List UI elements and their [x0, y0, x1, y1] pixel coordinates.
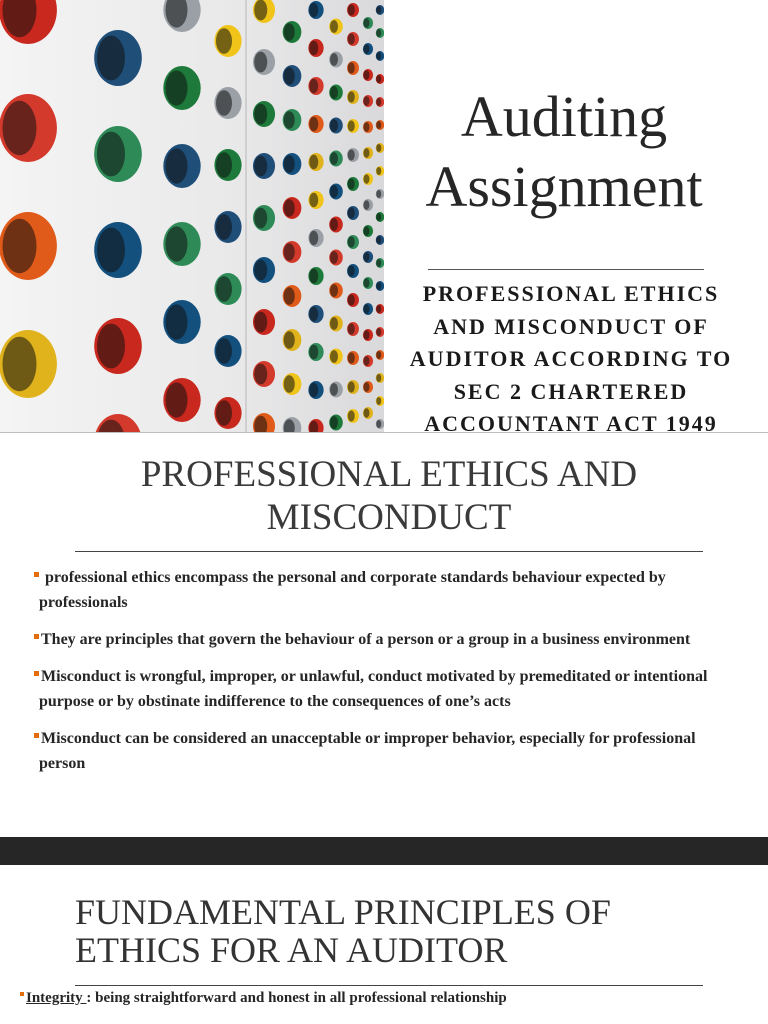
- wall-hole-shadow: [364, 278, 370, 288]
- bullet-text: They are principles that govern the behaviour of a person or a group in a business environment: [41, 631, 691, 648]
- wall-hole-shadow: [376, 121, 381, 129]
- bullet-item: [34, 726, 734, 776]
- wall-hole-shadow: [364, 44, 370, 54]
- subtitle-line: SEC 2 CHARTERED: [453, 378, 689, 404]
- wall-hole-shadow: [330, 185, 338, 198]
- wall-hole-shadow: [364, 382, 370, 392]
- wall-hole-shadow: [309, 193, 318, 207]
- wall-hole-shadow: [284, 23, 295, 41]
- wall-hole-shadow: [166, 148, 188, 183]
- principle-description: : being straightforward and honest in all professional relationship: [86, 990, 507, 1006]
- wall-hole-shadow: [97, 132, 125, 177]
- wall-hole-shadow: [348, 410, 355, 421]
- wall-hole-shadow: [216, 400, 232, 426]
- wall-hole-shadow: [254, 364, 267, 385]
- wall-hole-shadow: [376, 6, 381, 14]
- wall-hole-shadow: [309, 79, 318, 93]
- wall-hole-shadow: [166, 382, 188, 417]
- wall-hole-shadow: [309, 41, 318, 55]
- wall-hole-shadow: [284, 199, 295, 217]
- wall-hole-shadow: [376, 420, 381, 428]
- subtitle-line: AND MISCONDUCT OF: [433, 313, 709, 339]
- wall-hole-shadow: [254, 208, 267, 229]
- wall-hole-shadow: [364, 96, 370, 106]
- wall-hole-shadow: [330, 218, 338, 231]
- wall-hole-shadow: [216, 90, 232, 116]
- slide-title: [40, 453, 738, 539]
- wall-hole-shadow: [330, 20, 338, 33]
- wall-hole-shadow: [166, 70, 188, 105]
- wall-hole-shadow: [364, 304, 370, 314]
- presentation-subtitle: [388, 278, 754, 432]
- wall-hole-shadow: [330, 284, 338, 297]
- wall-hole-shadow: [284, 243, 295, 261]
- wall-hole-shadow: [330, 251, 338, 264]
- subtitle-line: AUDITOR ACCORDING TO: [409, 346, 733, 371]
- wall-hole-shadow: [364, 356, 370, 366]
- title-divider: [75, 985, 703, 986]
- wall-hole-shadow: [309, 345, 318, 359]
- wall-hole-shadow: [376, 29, 381, 37]
- title-divider: [428, 269, 704, 270]
- wall-hole-shadow: [284, 287, 295, 305]
- wall-hole-shadow: [216, 214, 232, 240]
- slide-title-line-2: ETHICS FOR AN AUDITOR: [75, 930, 508, 970]
- wall-hole-shadow: [376, 52, 381, 60]
- wall-hole-shadow: [364, 174, 370, 184]
- wall-hole-shadow: [330, 350, 338, 363]
- wall-hole-shadow: [348, 265, 355, 276]
- bullet-marker-icon: [34, 733, 39, 738]
- title-divider: [75, 551, 703, 552]
- slide-title: [75, 893, 715, 969]
- bullet-text: professional ethics encompass the personal and corporate standards behaviour expected by professionals: [39, 569, 666, 611]
- wall-hole-shadow: [348, 33, 355, 44]
- wall-hole-shadow: [376, 213, 381, 221]
- wall-hole-shadow: [330, 53, 338, 66]
- wall-hole-shadow: [364, 226, 370, 236]
- wall-hole-shadow: [376, 351, 381, 359]
- wall-hole-shadow: [364, 408, 370, 418]
- slide-title-line-1: FUNDAMENTAL PRINCIPLES OF: [75, 892, 611, 932]
- title-slide: [0, 0, 768, 432]
- wall-hole-shadow: [284, 111, 295, 129]
- wall-hole-shadow: [348, 178, 355, 189]
- wall-hole-shadow: [216, 276, 232, 302]
- wall-hole-shadow: [330, 119, 338, 132]
- wall-hole-shadow: [348, 120, 355, 131]
- wall-hole-shadow: [97, 36, 125, 81]
- wall-hole-shadow: [376, 397, 381, 405]
- bullet-marker-icon: [34, 671, 39, 676]
- bullet-text: Misconduct can be considered an unacceptable or improper behavior, especially for professional person: [39, 730, 696, 772]
- wall-hole-shadow: [284, 375, 295, 393]
- wall-hole-shadow: [348, 91, 355, 102]
- wall-hole-shadow: [348, 149, 355, 160]
- wall-hole-shadow: [3, 101, 37, 155]
- wall-hole-shadow: [284, 67, 295, 85]
- wall-hole-shadow: [254, 104, 267, 125]
- presentation-title: [384, 82, 744, 222]
- bullet-item: [34, 664, 734, 714]
- wall-hole-shadow: [254, 0, 267, 20]
- wall-hole-shadow: [376, 282, 381, 290]
- wall-hole-shadow: [376, 259, 381, 267]
- wall-hole-shadow: [330, 152, 338, 165]
- bullet-item: [34, 627, 734, 652]
- wall-hole-shadow: [364, 70, 370, 80]
- wall-hole-shadow: [330, 317, 338, 330]
- slide-title-line-2: MISCONDUCT: [266, 497, 512, 538]
- wall-hole-shadow: [364, 330, 370, 340]
- wall-hole-shadow: [348, 381, 355, 392]
- wall-hole-shadow: [348, 352, 355, 363]
- wall-hole-shadow: [254, 312, 267, 333]
- bullet-marker-icon: [34, 634, 39, 639]
- wall-hole-shadow: [364, 18, 370, 28]
- wall-hole-shadow: [3, 337, 37, 391]
- wall-hole-shadow: [348, 236, 355, 247]
- slide-title-line-1: PROFESSIONAL ETHICS AND: [140, 454, 638, 495]
- wall-hole-shadow: [216, 28, 232, 54]
- wall-hole-shadow: [376, 328, 381, 336]
- wall-hole-shadow: [254, 260, 267, 281]
- bullet-marker-icon: [34, 572, 39, 577]
- title-line-2: Assignment: [425, 154, 703, 219]
- wall-hole-shadow: [376, 305, 381, 313]
- wall-hole-shadow: [364, 252, 370, 262]
- bullet-list: [34, 565, 734, 788]
- wall-hole-shadow: [216, 338, 232, 364]
- wall-hole-shadow: [284, 155, 295, 173]
- subtitle-line: ACCOUNTANT ACT 1949: [424, 411, 718, 432]
- bullet-text: Misconduct is wrongful, improper, or unlawful, conduct motivated by premeditated or intentional purpose or by obstinate indifference to the consequences of one’s acts: [39, 668, 708, 710]
- wall-hole-shadow: [216, 152, 232, 178]
- wall-hole-shadow: [376, 236, 381, 244]
- title-line-1: Auditing: [460, 84, 668, 149]
- wall-hole-shadow: [348, 207, 355, 218]
- bullet-marker-icon: [20, 992, 24, 996]
- wall-hole-shadow: [166, 304, 188, 339]
- wall-hole-shadow: [166, 226, 188, 261]
- wall-hole-shadow: [97, 228, 125, 273]
- subtitle-line: PROFESSIONAL ETHICS: [422, 281, 720, 306]
- wall-hole-shadow: [364, 122, 370, 132]
- wall-hole-shadow: [309, 3, 318, 17]
- wall-hole-shadow: [376, 374, 381, 382]
- wall-hole-shadow: [364, 200, 370, 210]
- wall-hole-shadow: [309, 155, 318, 169]
- wall-hole-shadow: [309, 269, 318, 283]
- wall-hole-shadow: [348, 323, 355, 334]
- wall-hole-shadow: [97, 324, 125, 369]
- wall-hole-shadow: [348, 294, 355, 305]
- wall-hole-shadow: [330, 383, 338, 396]
- wall-hole-shadow: [376, 144, 381, 152]
- wall-hole-shadow: [376, 190, 381, 198]
- wall-hole-shadow: [376, 98, 381, 106]
- ethics-slide: [0, 433, 768, 837]
- wall-hole-shadow: [309, 117, 318, 131]
- bullet-item: [20, 987, 760, 1009]
- wall-hole-shadow: [330, 416, 338, 429]
- perforated-wall-image: [0, 0, 384, 432]
- wall-hole-shadow: [3, 219, 37, 273]
- wall-hole-shadow: [376, 167, 381, 175]
- slide-gap-band: [0, 837, 768, 865]
- wall-hole-shadow: [348, 62, 355, 73]
- principle-term: Integrity: [26, 990, 87, 1006]
- wall-hole-shadow: [309, 383, 318, 397]
- wall-hole-shadow: [254, 156, 267, 177]
- bullet-item: [34, 565, 734, 615]
- wall-hole-shadow: [330, 86, 338, 99]
- wall-hole-shadow: [348, 4, 355, 15]
- wall-hole-shadow: [376, 75, 381, 83]
- wall-hole-shadow: [309, 307, 318, 321]
- wall-hole-shadow: [364, 148, 370, 158]
- wall-hole-shadow: [309, 231, 318, 245]
- principles-slide: [0, 865, 768, 1024]
- wall-hole-shadow: [254, 52, 267, 73]
- wall-hole-shadow: [284, 331, 295, 349]
